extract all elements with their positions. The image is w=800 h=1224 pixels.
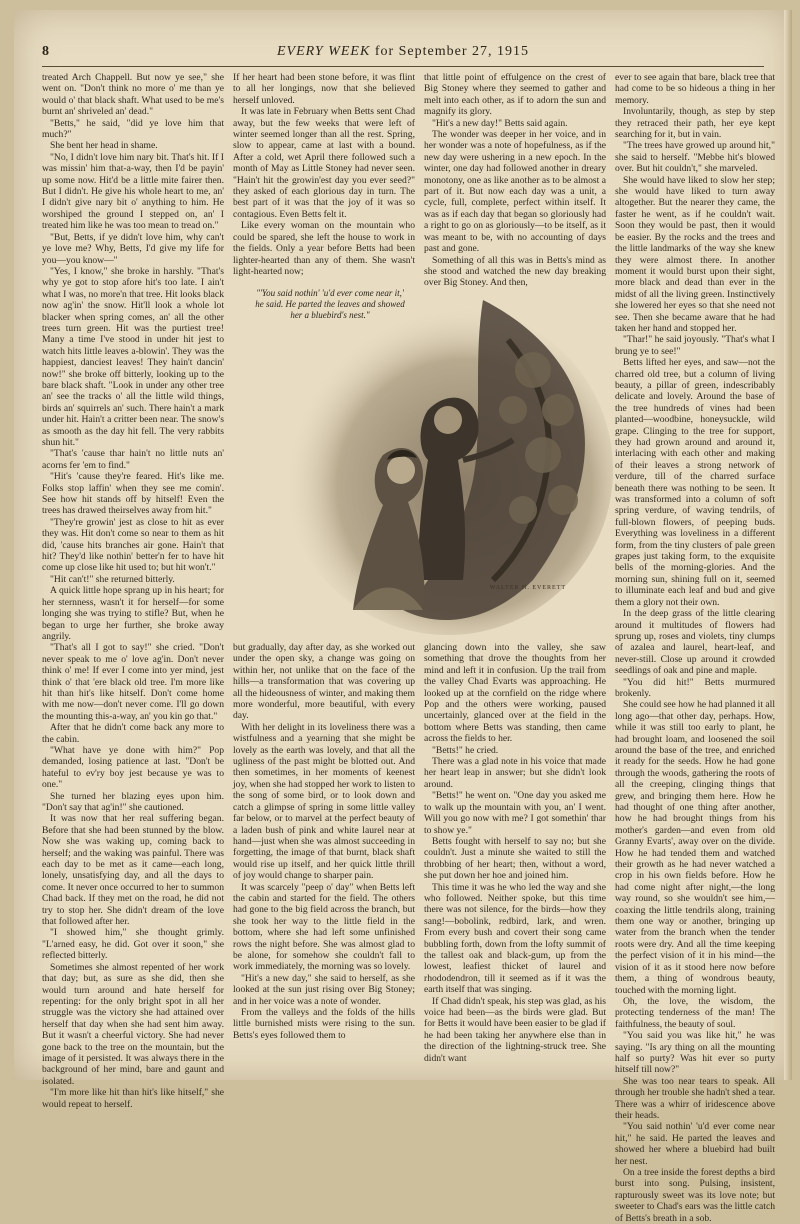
paragraph: If her heart had been stone before, it was flint to all her longings, now that she believed herself unloved. <box>233 72 415 106</box>
paragraph: Sometimes she almost repented of her work that day; but, as sure as she did, then she would turn around and hate herself for repenting: for the only bright spot in all her struggle was the victory she had attained over herself that day when she had sent him away. But it wasn't a cheerful victory. She had never gone back to the tree on the mountain, but the image of it persisted. It was always there in the background of her mind, bare and gaunt and isolated. <box>42 961 224 1087</box>
paragraph: Like every woman on the mountain who could be spared, she left the house to work in the fields. Only a year before Betts had been lighter-hearted than any of them. She wasn't light-hearted now; <box>233 220 415 277</box>
paragraph: "Hit's a new day!" Betts said again. <box>432 117 568 129</box>
paragraph: "You said nothin' 'u'd ever come near hit," he said. He parted the leaves and showed her where a bluebird had built her nest. <box>615 1121 775 1167</box>
text-column-3-top <box>424 72 606 292</box>
paragraph: "Betts!" he cried. <box>432 744 499 756</box>
paragraph: "The trees have growed up around hit," she said to herself. "Mebbe hit's blowed over. But hit couldn't," she marveled. <box>615 140 775 175</box>
paragraph: but gradually, day after day, as she worked out under the open sky, a change was going on within her, not unlike that on the face of the hills—a transformation that was covering up all the hideousness of winter, and making them more wonderful, more beautiful, with every day. <box>233 642 415 722</box>
paragraph: After that he didn't come back any more to the cabin. <box>42 722 224 745</box>
page-number: 8 <box>42 44 49 59</box>
paragraph: "Thar!" he said joyously. "That's what I brung ye to see!" <box>615 334 775 357</box>
text-column-3-bottom <box>424 642 606 1072</box>
illustration-drawing <box>233 280 606 635</box>
paragraph: She was too near tears to speak. All through her trouble she hadn't shed a tear. There was a whirr of iridescence above their heads. <box>615 1075 775 1121</box>
paragraph: that little point of effulgence on the crest of Big Stoney where they seemed to gather and melt into each other, as if to adorn the sun and magnify its glory. <box>424 72 606 118</box>
paragraph: "Hit's a new day," she said to herself, as she looked at the sun just rising over Big Stoney; and in her voice was a note of wonder. <box>233 972 415 1007</box>
paragraph: It was now that her real suffering began. Before that she had been stunned by the blow. Now she was waking up, coming back to herself; and the waking was painful. There was each day to be met as it came—each long, lonely, unsatisfying day, and all the days to come. It never once occurred to her to summon Chad back. If they met on the road, he did not try to stop her. She didn't dream of the love that followed after her. <box>42 813 224 928</box>
paragraph: "Betts," he said, "did ye love him that much?" <box>42 117 224 141</box>
text-column-2-bottom <box>233 642 415 1072</box>
paragraph: A quick little hope sprang up in his heart; for her sternness, wasn't it for herself—for some longing she was trying to stifle? But, when he began to urge her further, she broke away angrily. <box>42 585 224 642</box>
paragraph: "I'm more like hit than hit's like hitself," she would repeat to herself. <box>42 1087 224 1110</box>
paragraph: Betts lifted her eyes, and saw—not the charred old tree, but a column of living beauty, a pillar of green, indescribably delicate and lovely. Around the base of the tree hundreds of vines had been planted—woodbine, honeysuckle, wild grape. Clinging to the tree for support, they had grown around and around it, interlacing with each other and making of their leaves a strong network of verdure, till of the charred surface beneath there was nothing to be seen. It was transformed into a column of soft spring verdure, of waving tendrils, of full-blown flowers, of peeping buds. Everything was loveliness in a different form, from the tiny clusters of pale green grapes just taking form, to the exquisite bells of the morning-glories. And the morning sun, shining full on it, seemed to illuminate each leaf and bud and give them a glory not their own. <box>615 357 775 608</box>
page-spine-shadow <box>784 10 792 1080</box>
paragraph: She bent her head in shame. <box>50 140 158 152</box>
paragraph: With her delight in its loveliness there was a wistfulness and a yearning that she might be lovely as the earth was lovely, and that all the ugliness of the past might be blotted out. And then sometimes, in her moments of keenest joy, when she had stopped her work to listen to the song of some bird, or to look down and catch a glimpse of spring in some little valley far below, or to marvel at the perfect beauty of a laden bush of pink and white laurel near at hand—just when she was almost succeeding in forgetting, the image of that burnt, black shaft would rise up itself, and her quick little thrill of joy would change to sharper pain. <box>233 721 415 882</box>
issue-date: for September 27, 1915 <box>374 44 530 59</box>
text-column-2-top <box>233 72 415 292</box>
paragraph: She turned her blazing eyes upon him. "Don't say that ag'in!" she cautioned. <box>42 790 224 813</box>
paragraph: glancing down into the valley, she saw something that drove the thoughts from her mind and left it in confusion. Up the trail from the valley Chad Evarts was approaching. He looked up at the cornfield on the ridge where Pop and the others were working, paused uncertainly, glanced over at the field in the bottom where Betts was standing, then came across the fields to her. <box>424 642 606 745</box>
paragraph: Something of all this was in Betts's mind as she stood and watched the new day breaking over Big Stoney. And then, <box>424 254 606 289</box>
paragraph: "Hit can't!" she returned bitterly. <box>50 573 175 585</box>
page-header <box>42 44 764 66</box>
text-column-4 <box>615 72 775 1224</box>
paragraph: "Betts!" he went on. "One day you asked me to walk up the mountain with you, an' I went. Will you go now with me? I got somethin' thar to show ye." <box>424 790 606 836</box>
paragraph: "They're growin' jest as close to hit as ever they was. Hit don't come so near to them as hit did, 'cause hits branches air gone. Hain't that hit? They'd like nothin' better'n fer to have hit come up close like hit used to; but hit won't." <box>42 516 224 574</box>
paragraph: Involuntarily, though, as step by step they retraced their path, her eye kept searching for it, but in vain. <box>615 106 775 141</box>
paragraph: "But, Betts, if ye didn't love him, why can't ye love me? Why, Betts, I'd give my life for you—you know—" <box>42 231 224 266</box>
text-column-1 <box>42 72 224 1110</box>
paragraph: This time it was he who led the way and she who followed. Neither spoke, but this time there was not silence, for the birds—how they sang!—bobolink, redbird, lark, and wren. From every bush and covert their song came bubbling forth, down from the lofty summit of the tallest oak and black-gum, up from the lowest, leafiest thicket of laurel and rhododendron, till it seemed as if it was the earth itself that was singing. <box>424 881 606 996</box>
paragraph: From the valleys and the folds of the hills little burnished mists were rising to the sun. Betts's eyes followed them to <box>233 1007 415 1041</box>
magazine-title: EVERY WEEK <box>276 44 371 59</box>
paragraph: She could see how he had planned it all long ago—that other day, perhaps. How, while it was still too early to plant, he had brought loam, and loosened the soil around the base of the tree, and enriched it ready for the seeds. How he had gone through the woods, gathering the roots of all the creeping, clinging things that grew, and bringing them here. How he had thought of one thing after another, how he had brought things from his mother's garden—and even from old Granny Evarts', away over on the divide. How he had tended them and watched their growth as he had never watched a crop in his own fields before. How he had come night after night,—the long way round, so she wouldn't see him,—coaxing the little tendrils along, training them one way or another, bringing up water from the branch when the tender roots were dry. And all the time keeping the perfect vision of it in his mind—the vision of it as it stood here now before them, a thing of wondrous beauty, touched with the morning light. <box>615 699 775 996</box>
paragraph: "Yes, I know," she broke in harshly. "That's why ye got to stop afore hit's too late. I ain't what I was, no more'n that tree. Hit looks black now ag'in' the snow. Hit'll look a whole lot blacker when spring comes, an' all the other trees turn green. Hit was the purtiest tree! Many a time I've stood in under hit jest to watch hits little leaves a-blowin'. They was the happiest, danciest leaves! They hain't dancin' now!" she broke off bitterly, looking up to the bare black shaft. "Look in under any other tree an' see the tracks o' all the little wild things, birds an' squirrels an' such. There hain't a mark under hit. Hain't a critter been near. The snow's as smooth as the day hit fell. The very rabbits shun hit." <box>42 265 224 448</box>
illustration-caption: "'You said nothin' 'u'd ever come near it,' he said. He parted the leaves and showed her a bluebird's nest." <box>255 288 405 320</box>
paragraph: There was a glad note in his voice that made her heart leap in answer; but she didn't look around. <box>424 756 606 790</box>
artist-signature: WALTER H. EVERETT <box>489 585 566 591</box>
paragraph: The wonder was deeper in her voice, and in her wonder was a note of hopefulness, as if the new day were ushering in a new epoch. In the winter, one day had followed another in dreary monotony, one as like another as to be almost a part of it. But now each day was a unit, a cycle, full, complete, perfect within itself. It was as if each day that began so gloriously had a right to go on as gloriously—to be itself, as it was meant to be, with no accounting of days past and gone. <box>424 129 606 255</box>
paragraph: "That's 'cause thar hain't no little nuts an' acorns fer 'em to find." <box>42 448 224 471</box>
paragraph: treated Arch Chappell. But now ye see," she went on. "Don't think no more o' me than ye would o' that black shaft. What used to be me's burnt an' shriveled an' dead." <box>42 72 224 118</box>
paragraph: If Chad didn't speak, his step was glad, as his voice had been—as the birds were glad. But for Betts it would have been easier to be glad if he had been taking her anywhere else than in the direction of the lightning-struck tree. She didn't want <box>424 995 606 1064</box>
header-rule <box>42 66 764 67</box>
story-illustration <box>233 280 606 635</box>
paragraph: In the deep grass of the little clearing around it multitudes of flowers had sprung up, roses and violets, tiny clumps of azalea and laurel, heart-leaf, and never-still. Close up around it crowded seedlings of oak and pine and maple. <box>615 608 775 677</box>
running-head <box>42 44 764 60</box>
paragraph: Betts fought with herself to say no; but she couldn't. Just a minute she waited to still the throbbing of her heart; then, without a word, she put down her hoe and joined him. <box>424 835 606 882</box>
paragraph: She would have liked to slow her step; she would have liked to turn away altogether. But the nearer they came, the faster he went, as if he couldn't wait. Soon they would be past, then it would be easier. By the rocks and the trees and the little landmarks of the way she knew they were almost there. In another moment it would burst upon their sight, more black and dead than ever in the midst of all the living green. Instinctively she lowered her eyes so that she need not see. Then she became aware that he had taken her hand and stopped her. <box>615 174 775 334</box>
paragraph: On a tree inside the forest depths a bird burst into song. Pulsing, insistent, rapturously sweet was its love note; but sweeter to Chad's ears was the little catch of Betts's breath in a sob. <box>615 1167 775 1224</box>
paragraph: "I showed him," she thought grimly. "L'arned easy, he did. Got over it soon," she reflected bitterly. <box>42 927 224 962</box>
paragraph: Oh, the love, the wisdom, the protecting tenderness of the man! The faithfulness, the beauty of soul. <box>615 995 775 1030</box>
paragraph: "That's all I got to say!" she cried. "Don't never speak to me o' love ag'in. Don't never think o' me! If ever I come into yer mind, jest think o' that 'ere black old tree. I'm more like hit than hit's like hitself. Don't come home with me now—don't never come. I'll go down the mounting this-a-way, an' you kin go that." <box>42 642 224 722</box>
magazine-page <box>14 10 792 1224</box>
paragraph: "You did hit!" Betts murmured brokenly. <box>615 676 775 699</box>
paragraph: "No, I didn't love him nary bit. That's hit. If I was missin' him that-a-way, then I'd be payin' up some now. Hit'd be a little mite fairer then. But I didn't. He give his whole heart to me, an' I didn't give nary bit o' anything to him. He worshiped the ground I stepped on, an' I treated him like he was too mean to tread on." <box>42 151 224 232</box>
paragraph: "Hit's 'cause they're feared. Hit's like me. Folks stop laffin' when they see me comin'. See how hit stands off by hitself! Even the trees has drawed theirselves away from hit." <box>42 471 224 517</box>
paragraph: It was late in February when Betts sent Chad away, but the few weeks that were left of winter seemed longer than all the rest. Spring, slow to appear, came at last with a bound. After a cold, wet April there followed such a month of May as Little Stoney had never seen. "Hain't hit the growin'est day you ever seed?" they asked of each glorious day in turn. The best part of it was that the joy of it was so contagious. Even Betts felt it. <box>233 106 415 220</box>
paragraph: It was scarcely "peep o' day" when Betts left the cabin and started for the field. The others had gone to the big field across the branch, but she took her way to the little field in the bottom, where she had left some unfinished rows the night before. She was almost glad to be alone, for somehow she couldn't fall to work immediately, the morning was so lovely. <box>233 881 415 973</box>
paragraph: ever to see again that bare, black tree that had come to be so hideous a thing in her memory. <box>615 72 775 106</box>
paragraph: "What have ye done with him?" Pop demanded, losing patience at last. "Don't be hateful to ev'ry boy jest because ye was to one." <box>42 744 224 791</box>
paragraph: "You said you was like hit," he was saying. "Is ary thing on all the mounting half so purty? Was hit ever so purty hitself till now?" <box>615 1030 775 1076</box>
